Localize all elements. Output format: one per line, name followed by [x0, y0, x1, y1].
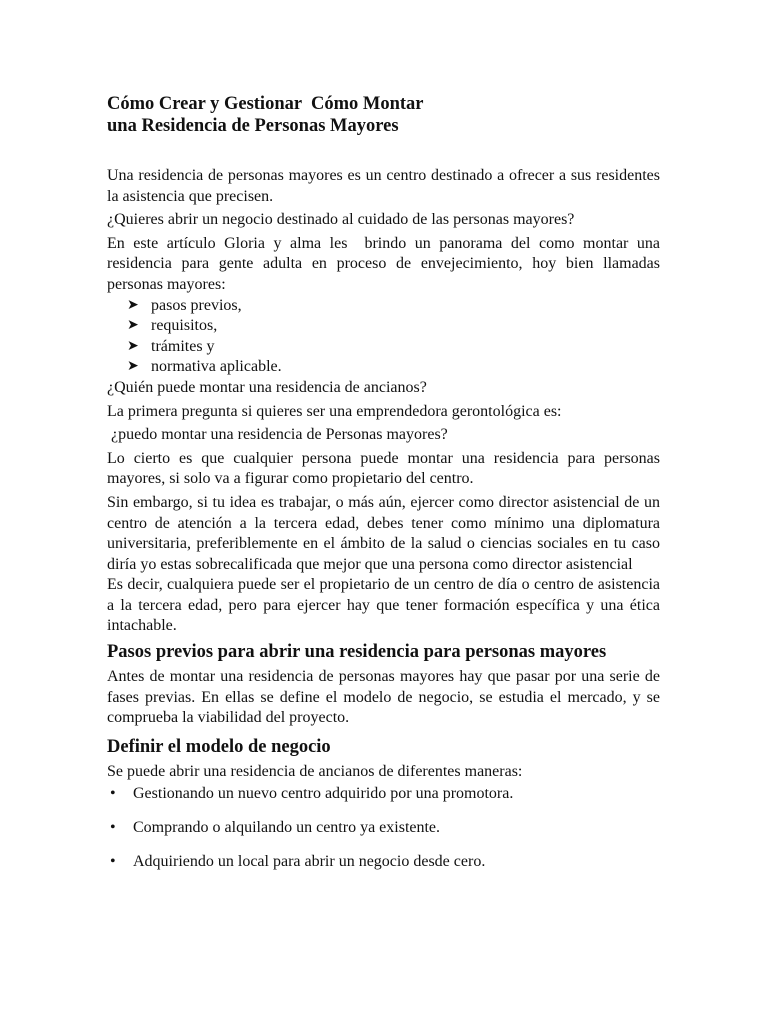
bullet-dot-icon: •	[110, 785, 116, 803]
document-title	[107, 93, 660, 137]
question-paragraph-1: ¿Quieres abrir un negocio destinado al cuidado de las personas mayores?	[107, 211, 575, 229]
article-paragraph: En este artículo Gloria y alma les brindo un panorama del como montar una residencia para gente adulta en proceso de envejecimiento, hoy bien llamadas personas mayores:	[107, 234, 664, 293]
bullet-item: • Comprando o alquilando un centro ya existente.	[107, 818, 660, 839]
title-line-2: una Residencia de Personas Mayores	[107, 116, 399, 136]
question-paragraph-2: ¿Quién puede montar una residencia de ancianos?	[107, 378, 427, 396]
however-paragraph: Sin embargo, si tu idea es trabajar, o más aún, ejercer como director asistencial de un centro de atención a la tercera edad, debes tener como mínimo una diplomatura universitaria, preferiblemente en el ámbito de la salud o ciencias sociales en tu caso diría yo estas sobrecalificada que mejor que una persona como director asistencial	[107, 493, 660, 573]
title-line-1: Cómo Crear y Gestionar Cómo Montar	[107, 94, 424, 114]
arrowhead-bullet-icon: ➤	[127, 318, 139, 334]
bullet-item: • Adquiriendo un local para abrir un negocio desde cero.	[107, 852, 660, 873]
certain-paragraph: Lo cierto es que cualquier persona puede montar una residencia para personas mayores, si solo va a figurar como propietario del centro.	[107, 449, 660, 488]
intro-paragraph: Una residencia de personas mayores es un centro destinado a ofrecer a sus residentes la asistencia que precisen.	[107, 167, 660, 205]
bullet-item: • Gestionando un nuevo centro adquirido por una promotora.	[107, 784, 660, 805]
bullet-dot-icon: •	[110, 852, 116, 870]
checklist	[107, 296, 660, 378]
checklist-item: ➤ normativa aplicable.	[127, 357, 660, 378]
arrowhead-bullet-icon: ➤	[127, 297, 139, 313]
bullet-list	[107, 784, 660, 872]
arrowhead-bullet-icon: ➤	[127, 359, 139, 375]
bullet-dot-icon: •	[110, 819, 116, 837]
section-heading-modelo-negocio: Definir el modelo de negocio	[107, 736, 331, 757]
checklist-item: ➤ trámites y	[127, 337, 660, 358]
arrowhead-bullet-icon: ➤	[127, 338, 139, 354]
checklist-item: ➤ pasos previos,	[127, 296, 660, 317]
document-content	[107, 93, 664, 872]
first-question-paragraph: La primera pregunta si quieres ser una emprendedora gerontológica es:	[107, 402, 562, 420]
that-is-paragraph: Es decir, cualquiera puede ser el propietario de un centro de día o centro de asistencia a la tercera edad, pero para ejercer hay que tener formación específica y una ética intachable.	[107, 576, 660, 635]
question-paragraph-3: ¿puedo montar una residencia de Personas mayores?	[107, 426, 448, 444]
checklist-item: ➤ requisitos,	[127, 316, 660, 337]
pasos-previos-paragraph: Antes de montar una residencia de personas mayores hay que pasar por una serie de fases previas. En ellas se define el modelo de negocio, se estudia el mercado, y se comprueba la viabilidad del proyecto.	[107, 668, 660, 727]
modelo-negocio-intro: Se puede abrir una residencia de ancianos de diferentes maneras:	[107, 762, 523, 780]
section-heading-pasos-previos: Pasos previos para abrir una residencia para personas mayores	[107, 642, 607, 663]
